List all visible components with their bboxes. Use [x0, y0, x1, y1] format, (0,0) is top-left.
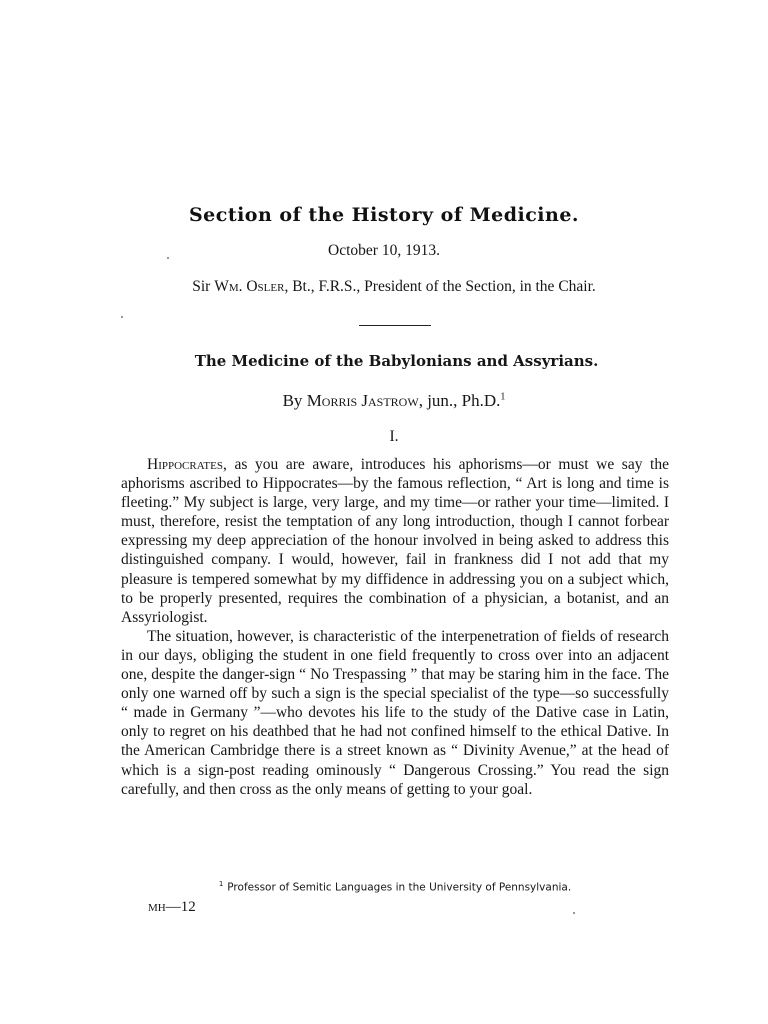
paragraph-2: The situation, however, is characteristic of the interpenetration of fields of research in our days, obliging the student in one field frequently to cross over into an adjacent one, despite the danger-sign “ No Trespassing ” that may be staring him in the face. The only one warned off by such a sign is the special specialist of the type—so successfully “ made in Germany ”—who devotes his life to the study of the Dative case in Latin, only to regret on his deathbed that he had not confined himself to the ethical Dative. In the American Cambridge there is a street known as “ Divinity Avenue,” at the head of which is a sign-post reading ominously “ Dangerous Crossing.” You read the sign carefully, and then cross as the only means of getting to your goal. [121, 627, 669, 798]
chair-line [0, 278, 768, 296]
byline [0, 391, 768, 411]
paragraph-1 [121, 455, 669, 627]
meeting-date: October 10, 1913. [328, 242, 440, 259]
author-suffix: , jun., Ph.D. [418, 391, 501, 410]
article-title: The Medicine of the Babylonians and Assyrians. [194, 352, 599, 370]
footnote-text: Professor of Semitic Languages in the University of Pennsylvania. [227, 881, 572, 894]
chair-prefix: Sir [192, 278, 215, 295]
scan-speck [121, 316, 123, 318]
section-title: Section of the History of Medicine. [188, 204, 580, 226]
scan-speck [167, 257, 169, 259]
chair-name: Wm. Osler [214, 278, 285, 295]
scan-speck [573, 912, 575, 914]
paragraph-1-lead: Hippocrates [147, 456, 223, 473]
chair-suffix: , Bt., F.R.S., President of the Section, in the Chair. [284, 278, 596, 295]
divider-rule [359, 325, 431, 326]
signature-prefix: mh [148, 899, 166, 915]
author-footnote-mark: 1 [500, 391, 506, 403]
footnote [0, 880, 768, 894]
article-body [121, 455, 669, 799]
part-number: I. [389, 428, 399, 445]
author-name: Morris Jastrow [306, 391, 419, 410]
footnote-mark: 1 [218, 880, 224, 888]
signature-mark [148, 899, 196, 916]
paragraph-1-text: , as you are aware, introduces his aphorisms—or must we say the aphorisms ascribed to Hippocrates—by the famous reflection, “ Art is long and time is fleeting.” My subject is large, very large, and my time—or rather your time—limited. I must, therefore, resist the temptation of any long introduction, though I cannot forbear expressing my deep appreciation of the honour involved in being asked to address this distinguished company. I would, however, fail in frankness did I not add that my pleasure is tempered somewhat by my diffidence in addressing you on a subject which, to be properly presented, requires the combination of a physician, a botanist, and an Assyriologist. [121, 456, 669, 626]
byline-by: By [282, 391, 307, 410]
signature-number: —12 [165, 899, 196, 915]
